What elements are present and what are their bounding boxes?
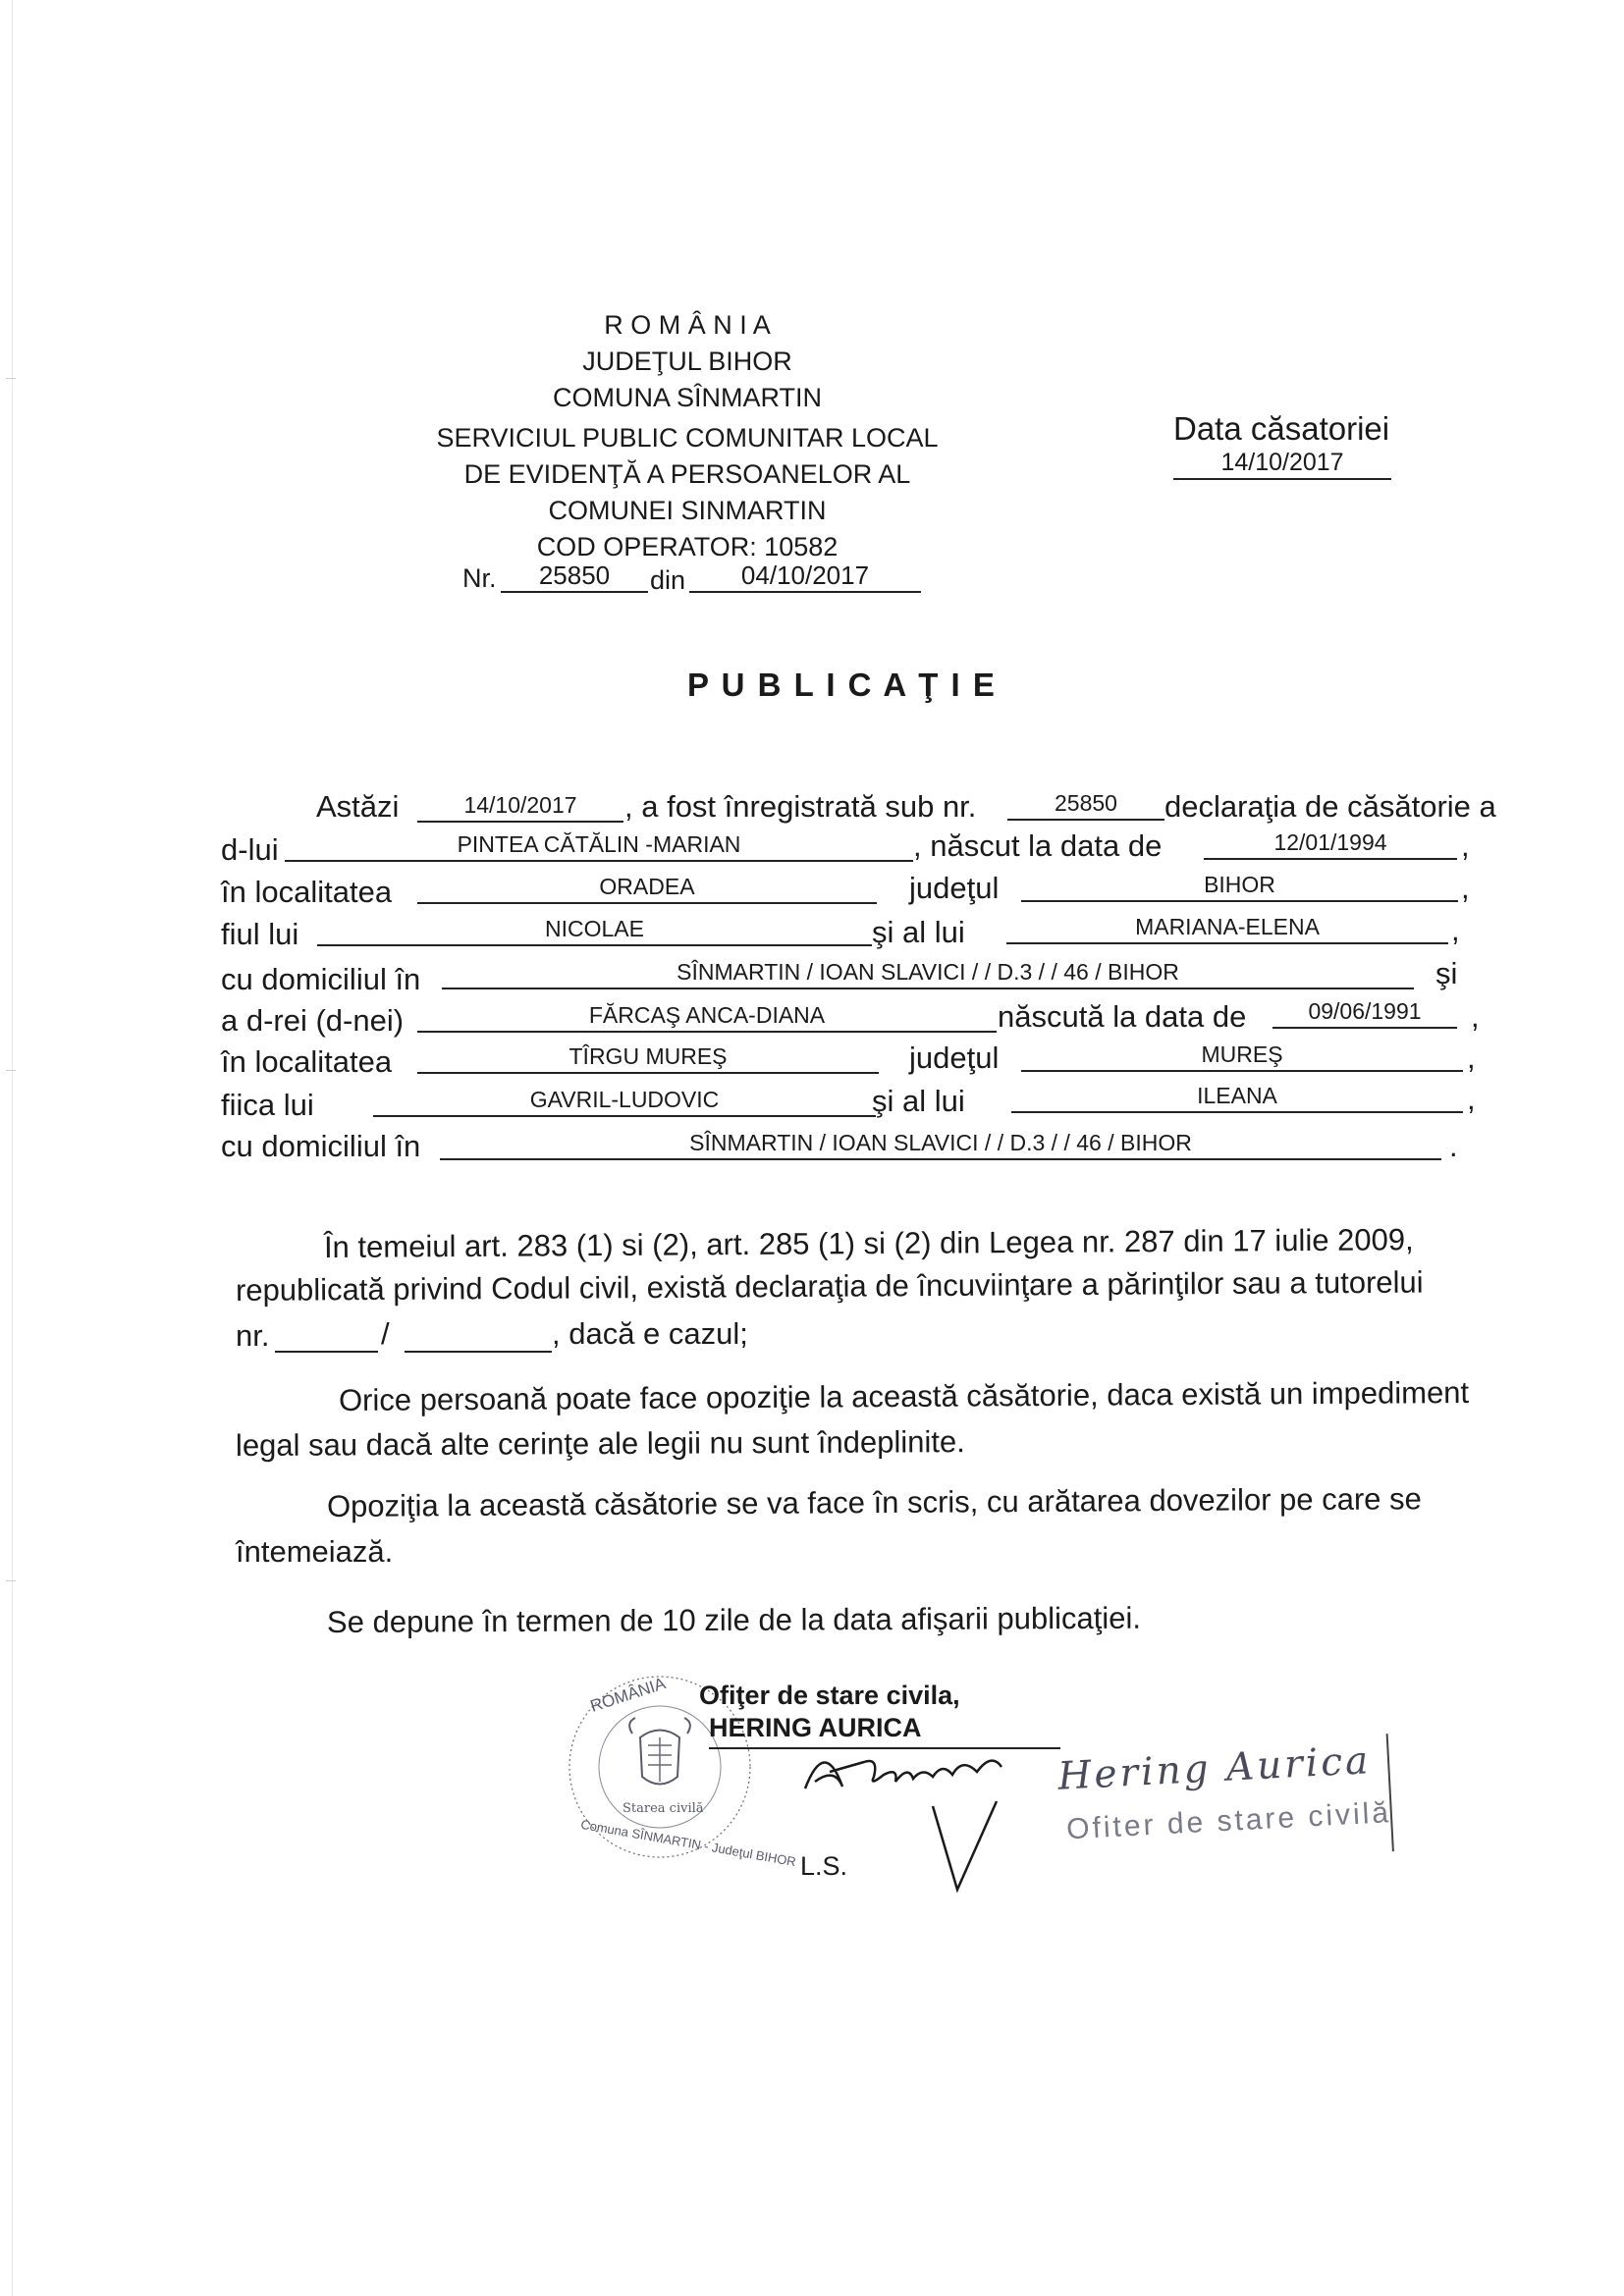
bride-county: MUREŞ <box>1021 1041 1463 1072</box>
groom-domicile: SÎNMARTIN / IOAN SLAVICI / / D.3 / / 46 / BIHOR <box>442 958 1414 989</box>
seal-top-text: ROMÂNIA <box>587 1674 669 1716</box>
bride-domicile: SÎNMARTIN / IOAN SLAVICI / / D.3 / / 46 / BIHOR <box>440 1129 1441 1160</box>
period: . <box>1449 1129 1458 1163</box>
declaration-text: declaraţia de căsătorie a <box>1164 789 1496 824</box>
bride-label: a d-rei (d-nei) <box>221 1003 405 1038</box>
comma: , <box>1467 1041 1476 1075</box>
bride-name: FĂRCAŞ ANCA-DIANA <box>417 1001 997 1033</box>
header-din-value: 04/10/2017 <box>689 561 921 593</box>
document-title: P U B L I C A Ţ I E <box>687 667 997 703</box>
bride-mother-name: ILEANA <box>1011 1082 1463 1113</box>
legal-paragraph-line1: În temeiul art. 283 (1) si (2), art. 285 (1) si (2) din Legea nr. 287 din 17 iulie 2009, <box>323 1222 1414 1264</box>
seal-bottom-text: Comuna SÎNMARTIN - Judeţul BIHOR <box>579 1816 797 1870</box>
header-service-line3: COMUNEI SINMARTIN <box>548 496 827 525</box>
deadline-text: Se depune în termen de 10 zile de la data afişarii publicaţiei. <box>326 1600 1141 1639</box>
comma: , <box>1461 871 1470 905</box>
today-value: 14/10/2017 <box>417 791 623 823</box>
consent-date-blank <box>405 1321 552 1353</box>
written-opposition-line1: Opoziţia la această căsătorie se va face în scris, cu arătarea dovezilor pe care se <box>326 1481 1422 1523</box>
if-applicable-text: , dacă e cazul; <box>552 1316 748 1351</box>
header-operator-code: COD OPERATOR: 10582 <box>536 532 839 561</box>
officer-name: HERING AURICA <box>709 1713 922 1742</box>
bride-locality-label: în localitatea <box>221 1044 393 1079</box>
bride-locality: TÎRGU MUREŞ <box>417 1042 879 1074</box>
consent-nr-label: nr. <box>236 1318 270 1353</box>
groom-mother-name: MARIANA-ELENA <box>1006 913 1448 944</box>
written-opposition-line2: întemeiază. <box>236 1534 394 1569</box>
groom-and-label: şi al lui <box>872 915 965 949</box>
bride-domicile-label: cu domiciliul în <box>221 1129 421 1163</box>
scan-margin-line <box>12 0 13 2296</box>
marriage-date-label: Data căsatoriei <box>1173 410 1390 447</box>
comma: , <box>1467 1082 1476 1116</box>
legal-paragraph-line2: republicată privind Codul civil, există declaraţia de încuviinţare a părinţilor sau a tutorelui <box>235 1264 1424 1308</box>
stamp-title: Ofiter de stare civilă <box>1065 1796 1392 1846</box>
scan-tick-mark <box>6 1070 16 1071</box>
and-conjunction: şi <box>1435 956 1458 990</box>
header-service-line1: SERVICIUL PUBLIC COMUNITAR LOCAL <box>436 423 939 453</box>
bride-and-label: şi al lui <box>872 1084 965 1118</box>
opposition-paragraph-line1: Orice persoană poate face opoziţie la această căsătorie, daca există un impediment <box>338 1374 1470 1417</box>
groom-domicile-label: cu domiciliul în <box>221 962 421 996</box>
today-label: Astăzi <box>316 789 400 824</box>
comma: , <box>1471 999 1480 1034</box>
registered-text: , a fost înregistrată sub nr. <box>624 789 977 824</box>
groom-locality-label: în localitatea <box>221 875 393 909</box>
opposition-paragraph-line2: legal sau dacă alte cerinţe ale legii nu sunt îndeplinite. <box>235 1424 965 1463</box>
header-county: JUDEŢUL BIHOR <box>582 347 792 376</box>
bride-born-label: născută la data de <box>998 999 1247 1034</box>
stamp-name: Hering Aurica <box>1056 1738 1373 1799</box>
scan-tick-mark <box>6 378 16 379</box>
groom-son-label: fiul lui <box>221 917 299 951</box>
officer-label: Ofiţer de stare civila, <box>699 1681 960 1710</box>
groom-locality: ORADEA <box>417 873 877 904</box>
header-nr-label: Nr. <box>462 563 497 593</box>
name-stamp <box>1053 1734 1394 1869</box>
seal-center-text: Starea civilă <box>623 1801 704 1816</box>
bride-father-name: GAVRIL-LUDOVIC <box>373 1086 876 1117</box>
scan-tick-mark <box>6 1580 16 1581</box>
bride-daughter-label: fiica lui <box>221 1088 314 1122</box>
groom-father-name: NICOLAE <box>317 915 872 946</box>
header-din-label: din <box>650 565 686 595</box>
groom-birth-date: 12/01/1994 <box>1204 828 1457 860</box>
marriage-date-value: 14/10/2017 <box>1173 449 1391 480</box>
consent-nr-slash: / <box>381 1316 390 1351</box>
header-service-line2: DE EVIDENŢĂ A PERSOANELOR AL <box>463 459 911 489</box>
registration-number: 25850 <box>1007 789 1164 821</box>
groom-born-label: , născut la data de <box>913 828 1163 863</box>
header-commune: COMUNA SÎNMARTIN <box>552 383 823 412</box>
groom-county: BIHOR <box>1021 871 1458 902</box>
header-nr-value: 25850 <box>501 561 648 593</box>
comma: , <box>1451 913 1460 947</box>
bride-birth-date: 09/06/1991 <box>1272 997 1457 1029</box>
header-country: R O M Â N I A <box>604 310 771 340</box>
groom-label: d-lui <box>221 832 279 867</box>
consent-nr-blank <box>275 1321 378 1353</box>
comma: , <box>1461 828 1470 863</box>
groom-county-label: judeţul <box>909 871 1000 905</box>
bride-county-label: judeţul <box>909 1041 1000 1075</box>
ls-mark: L.S. <box>800 1851 848 1881</box>
groom-name: PINTEA CĂTĂLIN -MARIAN <box>285 830 913 862</box>
